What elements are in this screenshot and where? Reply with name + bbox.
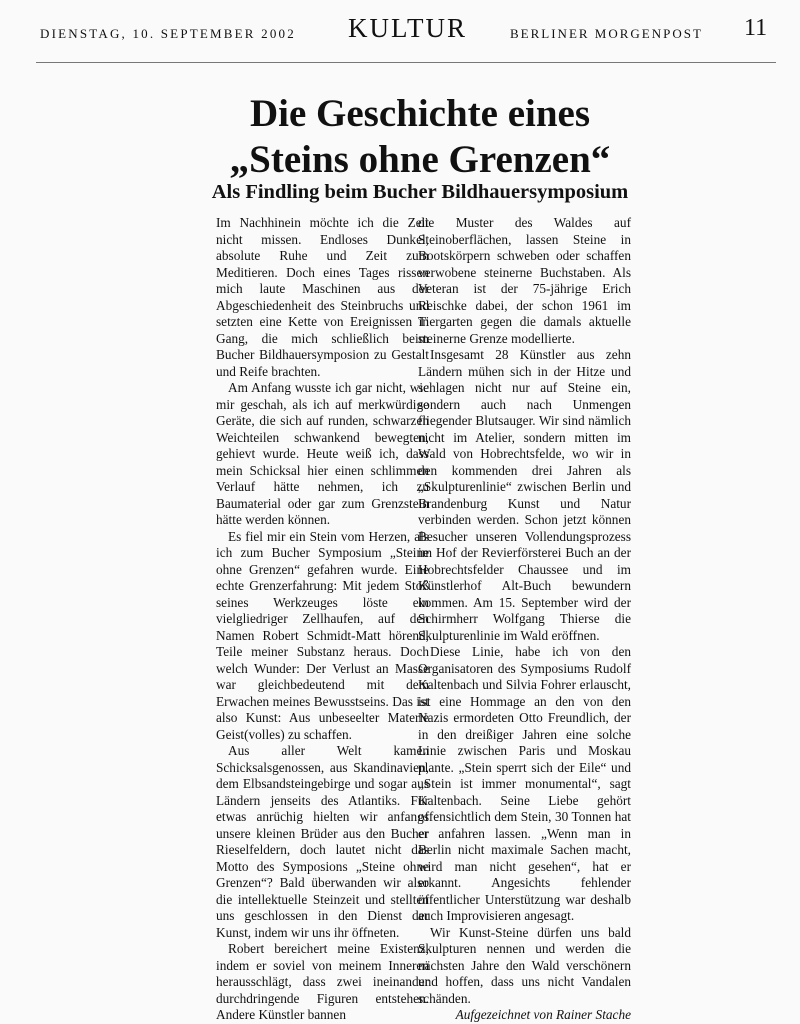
paragraph: Insgesamt 28 Künstler aus zehn Ländern mühen sich in der Hitze und schlagen nicht nur auf Steine ein, sondern auch nach Unmengen fliegender Blutsauger. Wir sind nämlich nicht im Atelier, sondern mitten im Wald von Hobrechtsfelde, wo wir in den kommenden drei Jahren als „Skulpturenlinie“ zwischen Berlin und Brandenburg Kunst und Natur verbinden werden. Schon jetzt können Besucher unseren Vollendungsprozess im Hof der Revierförsterei Buch an der Hobrechtsfelder Chaussee und im Künstlerhof Alt-Buch bewundern kommen. Am 15. September wird der Schirmherr Wolfgang Thierse die Skulpturenlinie im Wald eröffnen.	[418, 347, 631, 643]
page-number: 11	[744, 15, 768, 41]
masthead	[0, 0, 800, 60]
headline-line-2: „Steins ohne Grenzen“	[229, 138, 611, 181]
newspaper-name: BERLINER MORGENPOST	[510, 26, 703, 41]
paragraph: Aus aller Welt kamen Schicksalsgenossen, aus Skandinavien, dem Elbsandsteingebirge und sogar aus Ländern jenseits des Atlantiks. Für etwas anrüchig hielten wir anfangs unsere kleinen Brüder aus den Bucher Rieselfeldern, doch lautet nicht das Motto des Symposions „Steine ohne Grenzen“? Bald überwanden wir also die intellektuelle Steinzeit und stellten uns geschlossen in den Dienst der Kunst, indem wir uns ihr öffneten.	[216, 743, 429, 940]
article-column-left	[216, 215, 429, 1024]
masthead-rule	[36, 62, 776, 63]
paragraph: Robert bereichert meine Existenz, indem er soviel von meinem Inneren herausschlägt, dass zwei ineinander durchdringende Figuren entstehen. Andere Künstler bannen	[216, 941, 429, 1022]
paragraph: die Muster des Waldes auf Steinoberflächen, lassen Steine in Bootskörpern schweben oder schaffen verwobene steinerne Buchstaben. Als Veteran ist der 75-jährige Erich Reischke dabei, der schon 1961 im Tiergarten gegen die damals aktuelle steinerne Grenze modellierte.	[418, 215, 631, 346]
section-title: KULTUR	[348, 13, 468, 43]
issue-date: DIENSTAG, 10. SEPTEMBER 2002	[40, 26, 296, 41]
headline-line-1: Die Geschichte eines	[249, 92, 591, 135]
paragraph: Im Nachhinein möchte ich die Zeit nicht missen. Endloses Dunkel, absolute Ruhe und Zeit zum Meditieren. Doch eines Tages rissen mich laute Maschinen aus der Abgeschiedenheit des Steinbruchs und setzten eine Kette von Ereignissen in Gang, die mich schließlich beim Bucher Bildhauersymposion zu Gestalt und Reife brachten.	[216, 215, 429, 379]
byline: Aufgezeichnet von Rainer Stache	[455, 1007, 631, 1022]
paragraph: Wir Kunst-Steine dürfen uns bald Skulpturen nennen und werden die nächsten Jahre den Wald verschönern und hoffen, dass uns nicht Vandalen schänden.	[418, 924, 631, 1006]
paragraph: Am Anfang wusste ich gar nicht, wie mir geschah, als ich auf merkwürdige Geräte, die sich auf runden, schwarzen Weichteilen schwankend bewegten, gehievt wurde. Heute weiß ich, dass mein Schicksal hier einen schlimmen Verlauf hätte nehmen, ich zu Baumaterial oder gar zum Grenzstein hätte werden können.	[216, 380, 429, 527]
article-column-right	[418, 215, 631, 1024]
paragraph: Es fiel mir ein Stein vom Herzen, als ich zum Bucher Symposium „Steine ohne Grenzen“ gefahren wurde. Eine echte Grenzerfahrung: Mit jedem Stoß seines Werkzeuges löste ein vielgliedriger Zellhaufen, auf den Namen Robert Schmidt-Matt hörend, Teile meiner Substanz heraus. Doch welch Wunder: Der Verlust an Masse war gleichbedeutend mit dem Erwachen meines Bewusstseins. Das ist also Kunst: Aus unbeseelter Materie Geist(volles) zu schaffen.	[216, 528, 429, 742]
subheadline: Als Findling beim Bucher Bildhauersymposium	[211, 181, 629, 203]
paragraph: Diese Linie, habe ich von den Organisatoren des Symposiums Rudolf Kaltenbach und Silvia Fohrer erlauscht, ist eine Hommage an den von den Nazis ermordeten Otto Freundlich, der in den dreißiger Jahren eine solche Linie zwischen Paris und Moskau plante. „Stein sperrt sich der Eile“ und „Stein ist immer monumental“, sagt Kaltenbach. Seine Liebe gehört offensichtlich dem Stein, 30 Tonnen hat er anfahren lassen. „Wenn man in Berlin nicht maximale Sachen macht, wird man nicht gesehen“, hat er erkannt. Angesichts fehlender öffentlicher Unterstützung war deshalb auch Improvisieren angesagt.	[418, 644, 631, 923]
